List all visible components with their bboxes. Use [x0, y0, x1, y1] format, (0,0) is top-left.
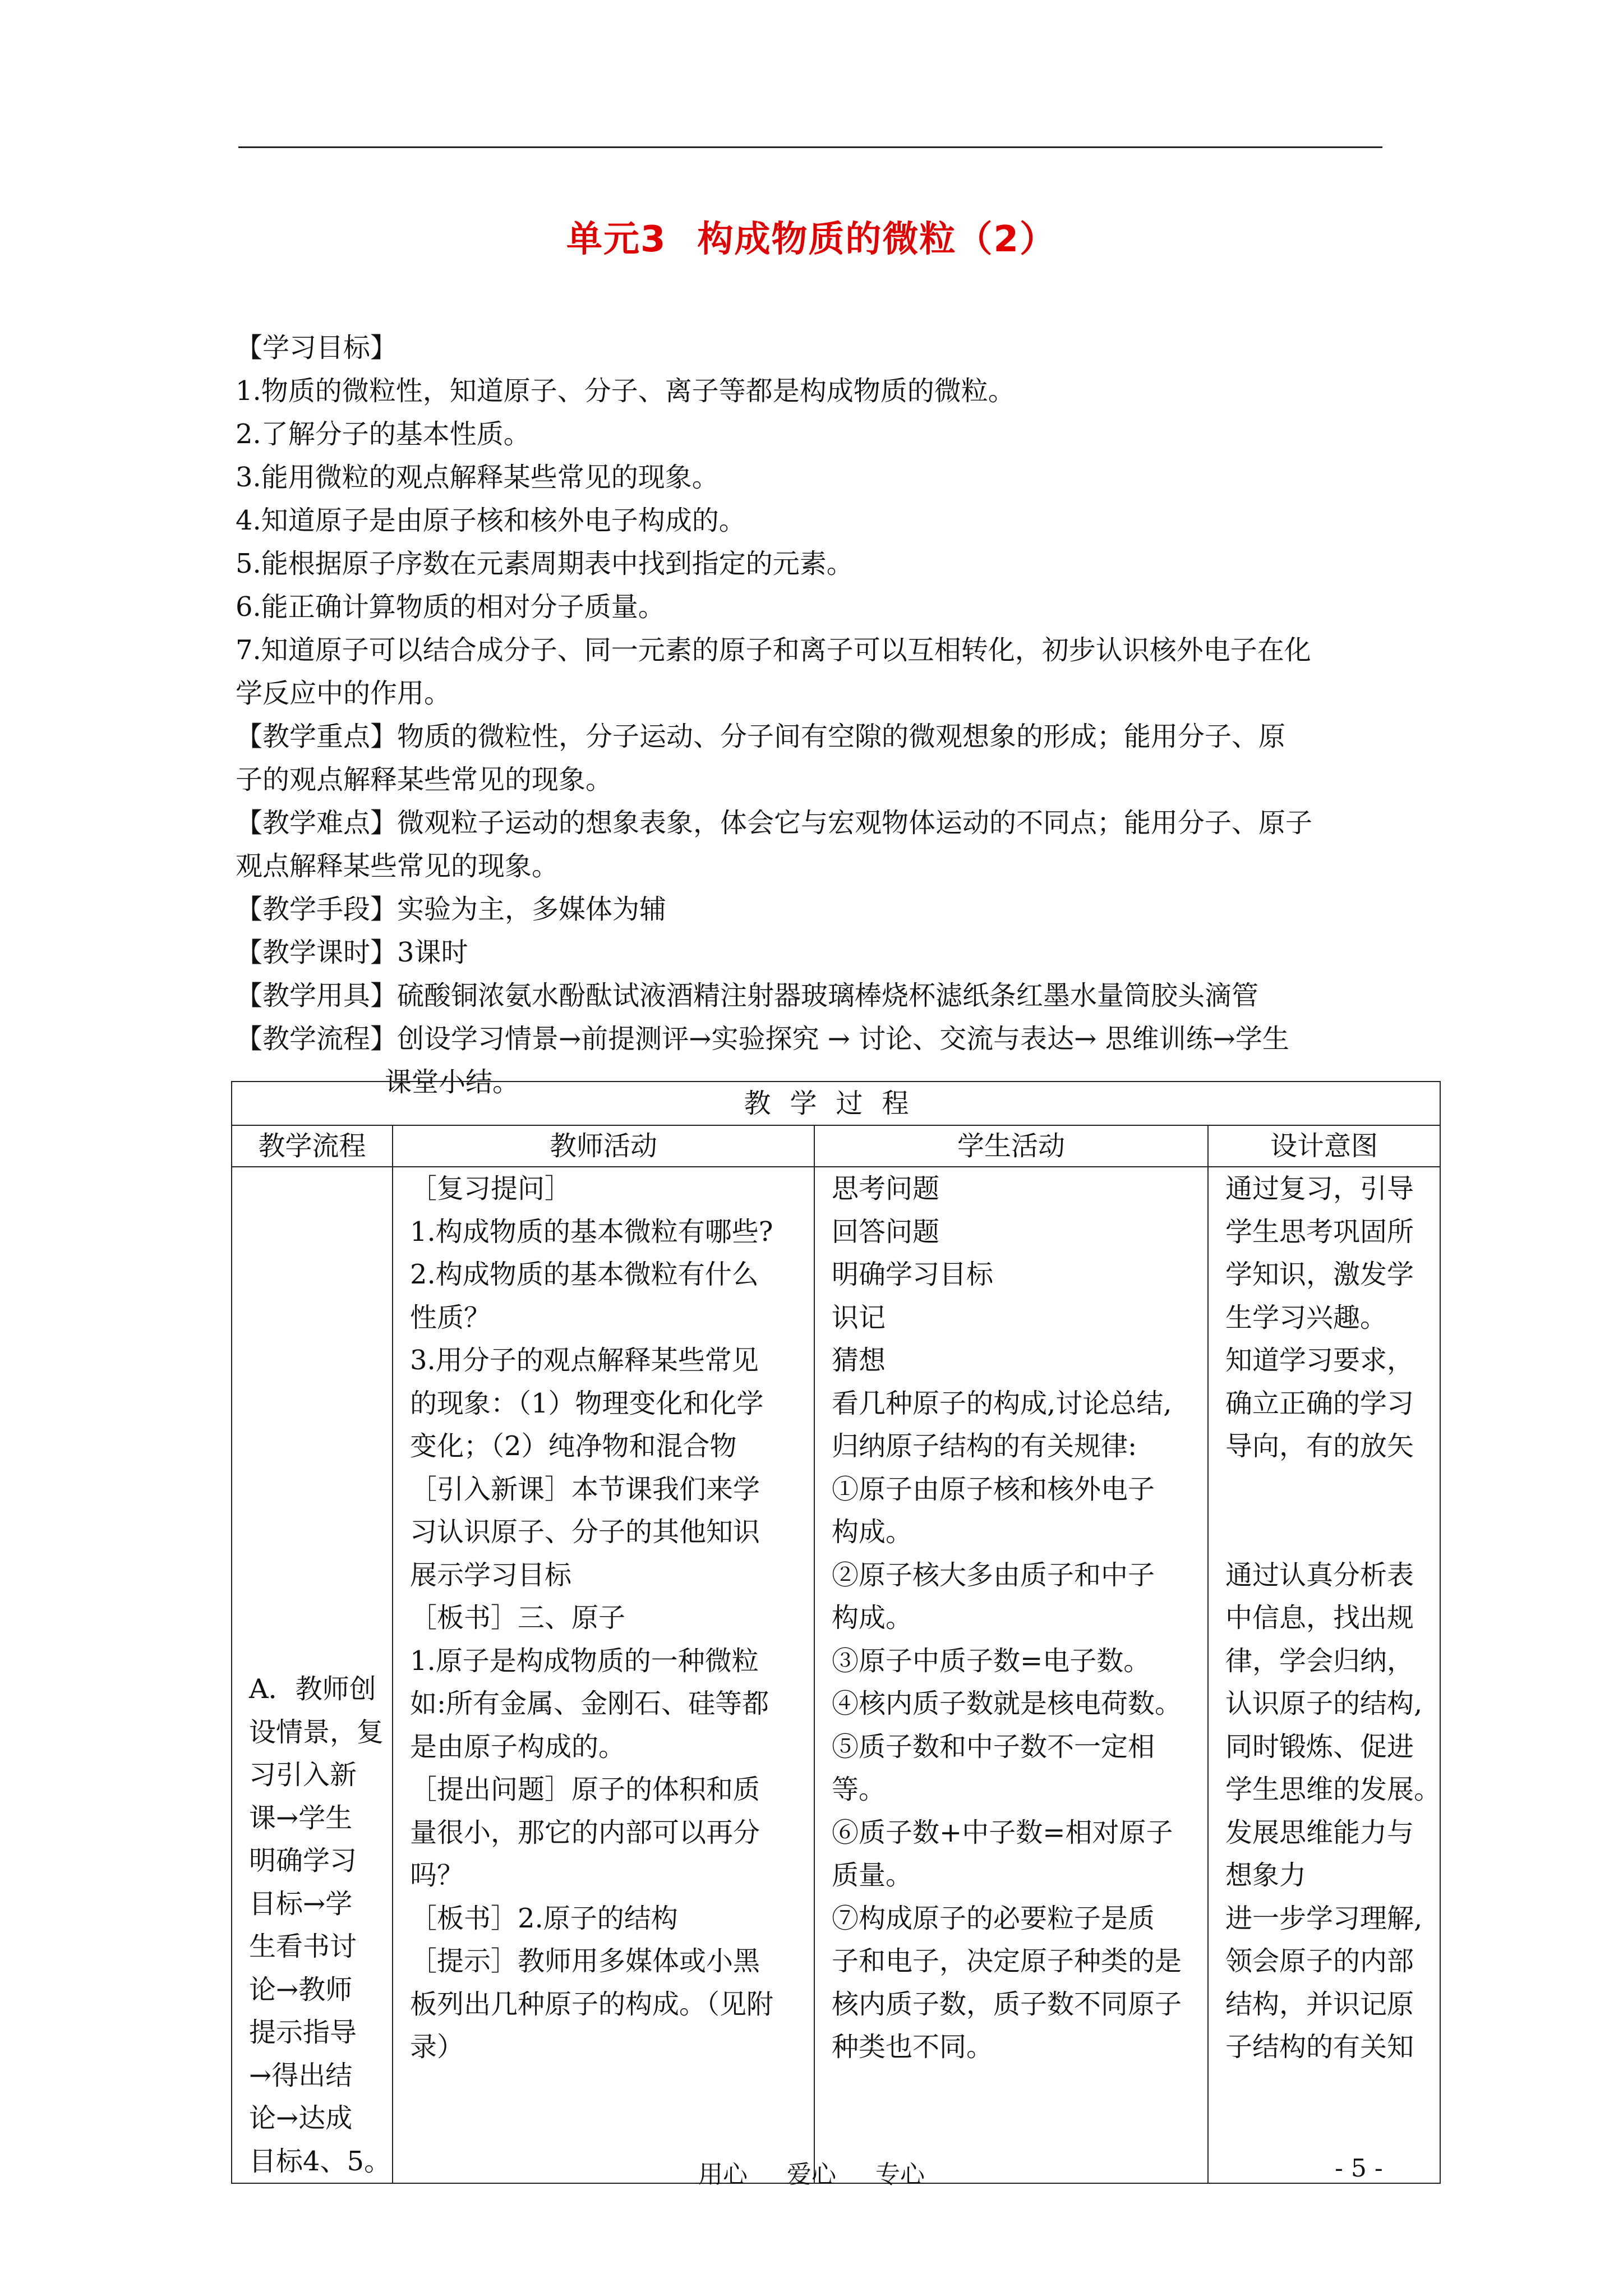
table-line: 3.用分子的观点解释某些常见 [410, 1345, 759, 1376]
table-line: 板列出几种原子的构成。（见附 [410, 1988, 774, 2020]
table-line: 生学习兴趣。 [1225, 1301, 1387, 1333]
header-teacher: 教师活动 [393, 1125, 814, 1167]
objective-item: 7.知道原子可以结合成分子、同一元素的原子和离子可以互相转化，初步认识核外电子在化 [236, 634, 1311, 666]
table-line: 是由原子构成的。 [410, 1731, 626, 1763]
table-line: ①原子由原子核和核外电子 [832, 1473, 1155, 1505]
header-flow: 教学流程 [232, 1125, 393, 1167]
table-line: 看几种原子的构成,讨论总结, [832, 1387, 1172, 1419]
page-title: 单元3 构成物质的微粒（2） [566, 219, 1057, 260]
table-line: ［提出问题］原子的体积和质 [410, 1774, 760, 1805]
table-line: 种类也不同。 [832, 2031, 994, 2063]
table-line [1225, 1468, 1440, 1511]
table-line: 想象力 [1225, 1860, 1307, 1891]
table-line: 录） [410, 2031, 464, 2063]
objective-item: 学反应中的作用。 [236, 678, 451, 709]
objective-item: 6.能正确计算物质的相对分子质量。 [236, 591, 665, 623]
table-line: 领会原子的内部 [1225, 1945, 1414, 1977]
table-line: 结构，并识记原 [1225, 1988, 1414, 2020]
objectives-heading: 【学习目标】 [236, 332, 398, 364]
table-line: ④核内质子数就是核电荷数。 [832, 1688, 1182, 1719]
header-rule [238, 146, 1382, 148]
table-line: 变化；（2）纯净物和混合物 [410, 1430, 737, 1462]
table-line: 提示指导 [249, 2017, 357, 2048]
student-cell [814, 1167, 1208, 2183]
table-line: ⑥质子数+中子数=相对原子 [832, 1816, 1173, 1848]
table-line: 导向，有的放矢 [1225, 1430, 1414, 1462]
teaching-means: 【教学手段】实验为主，多媒体为辅 [236, 894, 667, 925]
table-line: 的现象：（1）物理变化和化学 [410, 1387, 764, 1419]
table-line: 知道学习要求， [1225, 1345, 1414, 1376]
objective-item: 4.知道原子是由原子核和核外电子构成的。 [236, 505, 746, 536]
difficulties: 【教学难点】微观粒子运动的想象表象，体会它与宏观物体运动的不同点；能用分子、原子 [236, 807, 1313, 839]
table-line: 学生思考巩固所 [1225, 1216, 1414, 1248]
table-line: ［复习提问］ [410, 1173, 572, 1204]
intro-section [236, 326, 1391, 1104]
table-line: 生看书讨 [249, 1931, 357, 1962]
table-banner: 教学过程 [232, 1082, 1440, 1125]
table-line: ②原子核大多由质子和中子 [832, 1559, 1155, 1591]
table-line: 认识原子的结构, [1225, 1688, 1423, 1719]
table-line: 通过复习，引导 [1225, 1173, 1414, 1204]
table-line: 回答问题 [832, 1216, 940, 1248]
table-line: 论→教师 [249, 1973, 353, 2005]
table-line: 进一步学习理解, [1225, 1902, 1423, 1934]
objective-item: 1.物质的微粒性，知道原子、分子、离子等都是构成物质的微粒。 [236, 375, 1015, 407]
objective-item: 2.了解分子的基本性质。 [236, 418, 531, 450]
teaching-tools: 【教学用具】硫酸铜浓氨水酚酞试液酒精注射器玻璃棒烧杯滤纸条红墨水量筒胶头滴管 [236, 980, 1259, 1011]
footer-item: 用心 [698, 2160, 748, 2189]
table-line: 目标→学 [249, 1888, 353, 1920]
table-line: 课→学生 [249, 1802, 353, 1834]
table-line: 子结构的有关知 [1225, 2031, 1414, 2063]
table-line: 律，学会归纳， [1225, 1645, 1414, 1677]
table-line: 同时锻炼、促进 [1225, 1731, 1414, 1763]
table-line: ③原子中质子数=电子数。 [832, 1645, 1151, 1677]
table-line: 发展思维能力与 [1225, 1816, 1414, 1848]
table-line: 设情景，复 [249, 1716, 384, 1748]
header-intent: 设计意图 [1208, 1125, 1440, 1167]
table-line: 性质？ [410, 1301, 491, 1333]
teaching-flow-cont: 课堂小结。 [385, 1066, 520, 1098]
key-points-cont: 子的观点解释某些常见的现象。 [236, 764, 613, 795]
table-line: 子和电子，决定原子种类的是 [832, 1945, 1182, 1977]
flow-cell [232, 1167, 393, 2183]
table-line: A．教师创 [249, 1673, 376, 1705]
table-line: 论→达成 [249, 2102, 353, 2134]
footer-item: 爱心 [787, 2160, 836, 2189]
table-line: 思考问题 [832, 1173, 940, 1204]
teaching-hours: 【教学课时】3课时 [236, 937, 468, 968]
table-line: 2.构成物质的基本微粒有什么 [410, 1259, 759, 1290]
table-line: 构成。 [832, 1516, 913, 1548]
table-line: →得出结 [249, 2059, 353, 2091]
table-line: 确立正确的学习 [1225, 1387, 1414, 1419]
footer-item: 专心 [875, 2160, 925, 2189]
table-line: ［板书］2.原子的结构 [410, 1902, 678, 1934]
table-line: ［板书］三、原子 [410, 1602, 626, 1634]
table-line: 吗？ [410, 1860, 464, 1891]
teaching-flow: 【教学流程】创设学习情景→前提测评→实验探究 → 讨论、交流与表达→ 思维训练→学生 [236, 1023, 1289, 1055]
table-line: ⑤质子数和中子数不一定相 [832, 1731, 1155, 1763]
table-line: 目标4、5。 [249, 2145, 391, 2177]
table-line: 学知识，激发学 [1225, 1259, 1414, 1290]
objective-item: 3.能用微粒的观点解释某些常见的现象。 [236, 462, 719, 493]
table-line: 如:所有金属、金刚石、硅等都 [410, 1688, 769, 1719]
table-line: 中信息，找出规 [1225, 1602, 1414, 1634]
table-line [1225, 1511, 1440, 1554]
table-line: 等。 [832, 1774, 886, 1805]
table-line: 学生思维的发展。 [1225, 1774, 1441, 1805]
table-line: 归纳原子结构的有关规律: [832, 1430, 1137, 1462]
table-line: 核内质子数，质子数不同原子 [832, 1988, 1182, 2020]
table-line: 质量。 [832, 1860, 913, 1891]
page-number: - 5 - [1335, 2154, 1383, 2183]
table-line: 习引入新 [249, 1759, 357, 1791]
intent-cell [1208, 1167, 1440, 2183]
difficulties-cont: 观点解释某些常见的现象。 [236, 850, 559, 882]
process-table [231, 1081, 1441, 2184]
key-points: 【教学重点】物质的微粒性，分子运动、分子间有空隙的微观想象的形成；能用分子、原 [236, 721, 1286, 752]
table-line: 猜想 [832, 1345, 886, 1376]
table-line: ［提示］教师用多媒体或小黑 [410, 1945, 760, 1977]
table-line: 明确学习 [249, 1845, 357, 1876]
table-line: ［引入新课］本节课我们来学 [410, 1473, 760, 1505]
teacher-cell [393, 1167, 814, 2183]
table-line: 明确学习目标 [832, 1259, 994, 1290]
header-student: 学生活动 [814, 1125, 1208, 1167]
table-line: 展示学习目标 [410, 1559, 572, 1591]
objective-item: 5.能根据原子序数在元素周期表中找到指定的元素。 [236, 548, 854, 579]
table-line: 习认识原子、分子的其他知识 [410, 1516, 760, 1548]
table-line: 识记 [832, 1301, 886, 1333]
table-line: 1.构成物质的基本微粒有哪些? [410, 1216, 773, 1248]
table-line: ⑦构成原子的必要粒子是质 [832, 1902, 1155, 1934]
table-line: 通过认真分析表 [1225, 1559, 1414, 1591]
table-line: 构成。 [832, 1602, 913, 1634]
table-line: 1.原子是构成物质的一种微粒 [410, 1645, 759, 1677]
table-line: 量很小，那它的内部可以再分 [410, 1816, 760, 1848]
